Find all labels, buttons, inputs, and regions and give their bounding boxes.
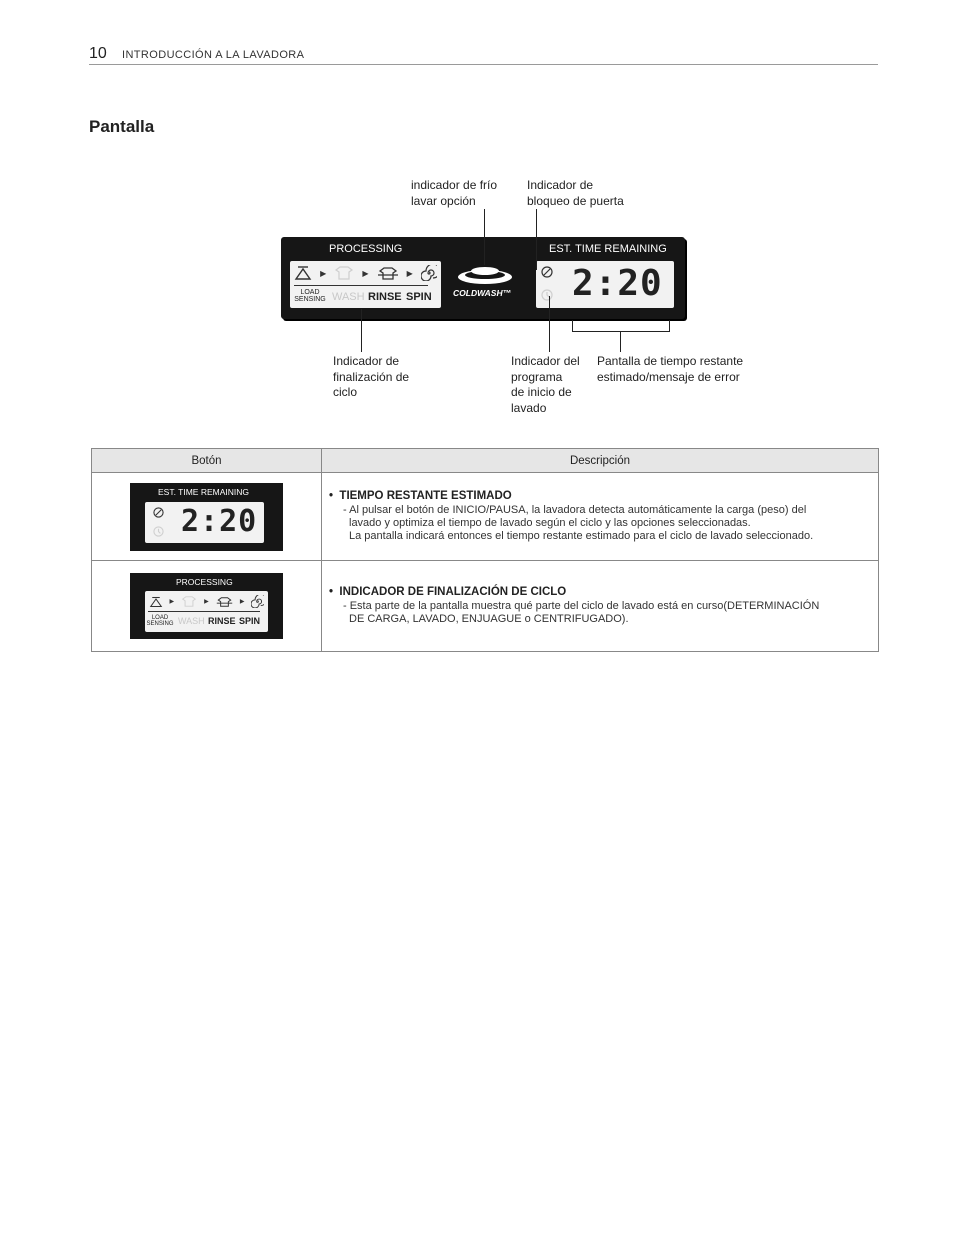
description-cycle-end — [323, 586, 877, 626]
callout-delay-start — [511, 354, 580, 416]
cycle-status-lcd — [145, 591, 268, 632]
callout-line: lavar opción — [411, 193, 476, 208]
leader-line — [620, 331, 621, 352]
load-label-line: SENSING — [294, 296, 326, 303]
stage-divider — [148, 611, 260, 612]
stage-rinse-label: RINSE — [368, 291, 402, 303]
stage-divider — [294, 285, 428, 286]
processing-label: PROCESSING — [176, 577, 233, 587]
arrow-icon: ▶ — [362, 268, 369, 278]
time-remaining-label: EST. TIME REMAINING — [549, 243, 667, 255]
description-title: • INDICADOR DE FINALIZACIÓN DE CICLO — [329, 586, 567, 598]
load-sensing-label — [146, 615, 174, 627]
stage-icons — [290, 264, 441, 282]
rinse-icon — [216, 596, 233, 608]
spin-icon — [251, 595, 264, 608]
cycle-status-lcd — [290, 261, 441, 308]
processing-label: PROCESSING — [329, 243, 403, 255]
load-sensing-label — [293, 289, 327, 303]
callout-line: Indicador del — [511, 354, 580, 368]
callout-line: Indicador de — [333, 354, 400, 368]
door-lock-icon — [541, 266, 553, 278]
callout-line: finalización de — [333, 369, 410, 384]
header-description: Descripción — [322, 449, 879, 473]
arrow-icon: ▶ — [239, 599, 245, 605]
callout-line: de inicio de — [511, 385, 572, 399]
coldwash-label: COLDWASH™ — [453, 288, 512, 298]
load-label-line: SENSING — [146, 621, 174, 627]
section-name: INTRODUCCIÓN A LA LAVADORA — [122, 49, 305, 61]
time-remaining-lcd — [536, 261, 674, 308]
leader-line — [484, 209, 485, 265]
coldwash-icon — [455, 263, 515, 285]
stage-rinse-label: RINSE — [208, 616, 236, 626]
callout-line: Pantalla de tiempo restante — [597, 354, 744, 368]
load-sensing-icon — [149, 596, 163, 608]
processing-mini-display — [130, 573, 283, 639]
callout-line: Indicador de — [527, 178, 594, 192]
description-line: - Esta parte de la pantalla muestra qué parte del ciclo de lavado está en curso(DETERMINACIÓN — [343, 600, 820, 612]
button-description-table — [91, 448, 879, 652]
time-remaining-mini-display — [130, 483, 283, 551]
leader-line — [361, 309, 362, 352]
delay-start-icon — [541, 289, 553, 301]
description-cell — [322, 561, 879, 652]
wash-icon — [181, 596, 197, 607]
load-sensing-icon — [294, 265, 312, 281]
arrow-icon: ▶ — [320, 268, 327, 278]
description-cell — [322, 473, 879, 561]
load-label-line: LOAD — [151, 615, 169, 621]
callout-cold-wash — [411, 178, 497, 209]
callout-line: ciclo — [333, 385, 358, 399]
time-remaining-value: 2:20 — [181, 503, 258, 539]
callout-line: estimado/mensaje de error — [597, 369, 740, 384]
callout-line: indicador de frío — [411, 178, 498, 192]
description-title-text: INDICADOR DE FINALIZACIÓN DE CICLO — [339, 586, 567, 598]
door-lock-icon — [153, 507, 164, 518]
time-remaining-value: 2:20 — [572, 263, 663, 304]
description-line: La pantalla indicará entonces el tiempo restante estimado para el ciclo de lavado seleccionado. — [349, 530, 814, 542]
description-line: lavado y optimiza el tiempo de lavado según el ciclo y las opciones seleccionadas. — [349, 517, 751, 529]
arrow-icon: ▶ — [169, 599, 175, 605]
stage-spin-label: SPIN — [406, 291, 432, 303]
load-label-line: LOAD — [300, 289, 320, 296]
callout-cycle-end — [333, 354, 409, 401]
stage-spin-label: SPIN — [239, 616, 261, 626]
callout-line: programa — [511, 369, 563, 384]
button-cell — [92, 473, 322, 561]
stage-wash-label: WASH — [178, 616, 205, 626]
description-line: - Al pulsar el botón de INICIO/PAUSA, la lavadora detecta automáticamente la carga (peso) del — [343, 504, 807, 516]
table-row — [92, 561, 879, 652]
bracket-bottom — [572, 331, 670, 332]
leader-line — [549, 296, 550, 352]
header-button: Botón — [92, 449, 322, 473]
delay-start-icon — [153, 526, 164, 537]
display-panel — [281, 237, 685, 319]
description-estimated-time — [323, 490, 877, 543]
callout-door-lock — [527, 178, 624, 209]
spin-icon — [421, 265, 437, 281]
description-title-text: TIEMPO RESTANTE ESTIMADO — [339, 490, 512, 502]
page-number: 10 — [89, 45, 107, 62]
table-header-row — [92, 449, 879, 473]
callout-line: bloqueo de puerta — [527, 193, 624, 208]
description-title: • TIEMPO RESTANTE ESTIMADO — [329, 490, 512, 502]
leader-line — [536, 209, 537, 270]
time-remaining-lcd — [145, 502, 264, 543]
rinse-icon — [377, 266, 399, 281]
page-title: Pantalla — [89, 117, 155, 136]
description-line: DE CARGA, LAVADO, ENJUAGUE o CENTRIFUGADO). — [349, 613, 629, 625]
page-header — [89, 44, 878, 65]
table-row — [92, 473, 879, 561]
arrow-icon: ▶ — [204, 599, 209, 605]
callout-time-remaining — [597, 354, 743, 385]
stage-wash-label: WASH — [332, 291, 365, 303]
stage-icons — [145, 594, 268, 609]
button-cell — [92, 561, 322, 652]
arrow-icon: ▶ — [406, 268, 413, 278]
time-remaining-label: EST. TIME REMAINING — [158, 486, 249, 497]
wash-icon — [334, 266, 354, 280]
callout-line: lavado — [511, 400, 547, 415]
